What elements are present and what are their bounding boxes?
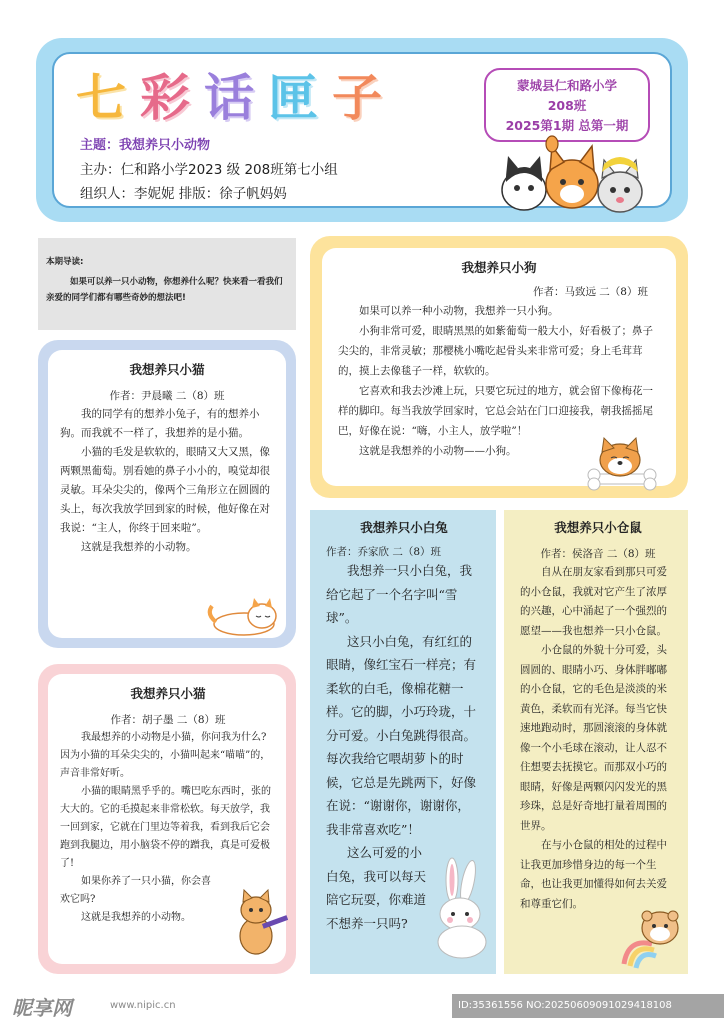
article-paragraph: 这就是我想养的小动物。 bbox=[81, 541, 197, 553]
article-paragraph: 小仓鼠的外貌十分可爱，头圆圆的、眼睛小巧、身体胖嘟嘟的小仓鼠，它的毛色是淡淡的米黄色，柔软而有光泽。每当它快速地跑动时，那圆滚滚的身体就像一个小毛球在滚动，让人忍不住想要去抚摸它。而那双小巧的眼睛，好像是两颗闪闪发光的黑珍珠，总是好奇地打量着周围的世界。 bbox=[520, 644, 667, 832]
badge-school: 蒙城县仁和路小学 bbox=[516, 78, 617, 93]
article-title: 我想养只小仓鼠 bbox=[554, 520, 642, 535]
article-card-cat-inner bbox=[48, 350, 286, 638]
guide-title: 本期导读: bbox=[46, 257, 84, 267]
article-paragraph: 我的同学有的想养小兔子，有的想养小狗。而我就不一样了，我想养的是小猫。 bbox=[60, 408, 260, 439]
title-char: 匣 bbox=[268, 69, 332, 127]
article-author: 作者：侯洛音 二（8）班 bbox=[540, 548, 656, 560]
kitten-pencil-icon bbox=[228, 888, 288, 958]
article-paragraph: 在与小仓鼠的相处的过程中让我更加珍惜身边的每一个生命，也让我更加懂得如何去关爱和尊重它们。 bbox=[520, 839, 667, 910]
article-paragraph: 这只小白兔，有红红的眼睛，像红宝石一样亮；有柔软的白毛，像棉花糖一样。它的脚，小巧玲珑，十分可爱。小白兔跳得很高。每次我给它喂胡萝卜的时候，它总是先跳两下，好像在说：“谢谢你，谢谢你，我非常喜欢吃”！ bbox=[326, 633, 477, 837]
article-title: 我想养只小猫 bbox=[129, 362, 205, 377]
guide-body: 如果可以养一只小动物，你想养什么呢？快来看一看我们亲爱的同学们都有哪些奇妙的想法吧! bbox=[46, 277, 283, 303]
badge-issue: 2025第1期 总第一期 bbox=[505, 118, 629, 133]
article-title: 我想养只小狗 bbox=[461, 260, 537, 275]
badge-class: 208班 bbox=[547, 98, 587, 113]
article-author: 作者：尹晨曦 二（8）班 bbox=[109, 390, 225, 402]
article-paragraph: 这么可爱的小白兔，我可以每天陪它玩耍，你难道不想养一只吗? bbox=[326, 845, 427, 931]
article-paragraph: 小猫的眼睛黑乎乎的。嘴巴吃东西时，张的大大的。它的毛摸起来非常松软。每天放学，我一回到家，它就在门里边等着我，看到我后它会跑到我腿边，用小脑袋不停的蹭我，真是可爱极了! bbox=[60, 786, 271, 869]
article-paragraph: 如果可以养一种小动物，我想养一只小狗。 bbox=[359, 305, 559, 317]
article-title: 我想养只小猫 bbox=[130, 686, 206, 701]
watermark-id: ID:35361556 NO:20250609091029418108 bbox=[452, 994, 724, 1018]
issue-theme: 主题：我想养只小动物 bbox=[80, 138, 211, 153]
article-paragraph: 自从在朋友家看到那只可爱的小仓鼠，我就对它产生了浓厚的兴趣，心中涌起了一个强烈的愿望——我也想养一只小仓鼠。 bbox=[520, 566, 667, 637]
footer-watermark bbox=[0, 990, 724, 1024]
hamster-rainbow-icon bbox=[618, 904, 684, 970]
article-paragraph: 这就是我想养的小动物。 bbox=[81, 912, 191, 923]
article-author: 作者：胡子墨 二（8）班 bbox=[110, 714, 226, 726]
issue-guide bbox=[38, 238, 296, 330]
article-title: 我想养只小白兔 bbox=[360, 520, 448, 535]
watermark-site: www.nipic.cn bbox=[110, 1000, 176, 1011]
title-char: 话 bbox=[204, 69, 268, 127]
cats-illustration-icon bbox=[496, 132, 648, 218]
watermark-logo: 昵享网 bbox=[12, 996, 72, 1020]
school-badge bbox=[484, 68, 650, 142]
article-paragraph: 我最想养的小动物是小猫，你问我为什么? 因为小猫的耳朵尖尖的，小猫叫起来“喵喵”的，声音非常好听。 bbox=[60, 732, 271, 779]
issue-host: 主办：仁和路小学2023 级 208班第七小组 bbox=[80, 162, 338, 178]
article-author: 作者：马致远 二（8）班 bbox=[532, 286, 648, 298]
article-paragraph: 如果你养了一只小猫，你会喜欢它吗? bbox=[60, 876, 211, 905]
sleeping-cat-icon bbox=[204, 596, 280, 636]
article-paragraph: 小狗非常可爱，眼睛黑黑的如紫葡萄一般大小，好看极了；鼻子尖尖的，非常灵敏；那樱桃小嘴吃起骨头来非常可爱；身上毛茸茸的，摸上去像毯子一样，软软的。 bbox=[338, 325, 653, 377]
shiba-dog-icon bbox=[584, 434, 664, 494]
article-paragraph: 这就是我想养的小动物——小狗。 bbox=[359, 445, 517, 457]
title-char: 子 bbox=[332, 69, 396, 127]
title-char: 七 bbox=[76, 69, 140, 127]
article-author: 作者：乔家欣 二（8）班 bbox=[326, 546, 442, 558]
white-rabbit-icon bbox=[430, 856, 492, 960]
article-paragraph: 小猫的毛发是软软的，眼睛又大又黑，像两颗黑葡萄。别看她的鼻子小小的，嗅觉却很灵敏。耳朵尖尖的，像两个三角形立在圆圆的头上，每次我放学回到家的时候，他好像在对我说：“主人，你终于回来啦”。 bbox=[60, 446, 270, 534]
newsletter-title bbox=[76, 58, 396, 130]
article-paragraph: 它喜欢和我去沙滩上玩，只要它玩过的地方，就会留下像梅花一样的脚印。每当我放学回家时，它总会站在门口迎接我，朝我摇摇尾巴，好像在说：“嗨，小主人，放学啦”！ bbox=[338, 385, 653, 437]
title-char: 彩 bbox=[140, 69, 204, 127]
issue-organizer: 组织人：李妮妮 排版：徐子帆妈妈 bbox=[80, 186, 287, 202]
article-paragraph: 我想养一只小白兔，我给它起了一个名字叫“雪球”。 bbox=[326, 563, 473, 625]
